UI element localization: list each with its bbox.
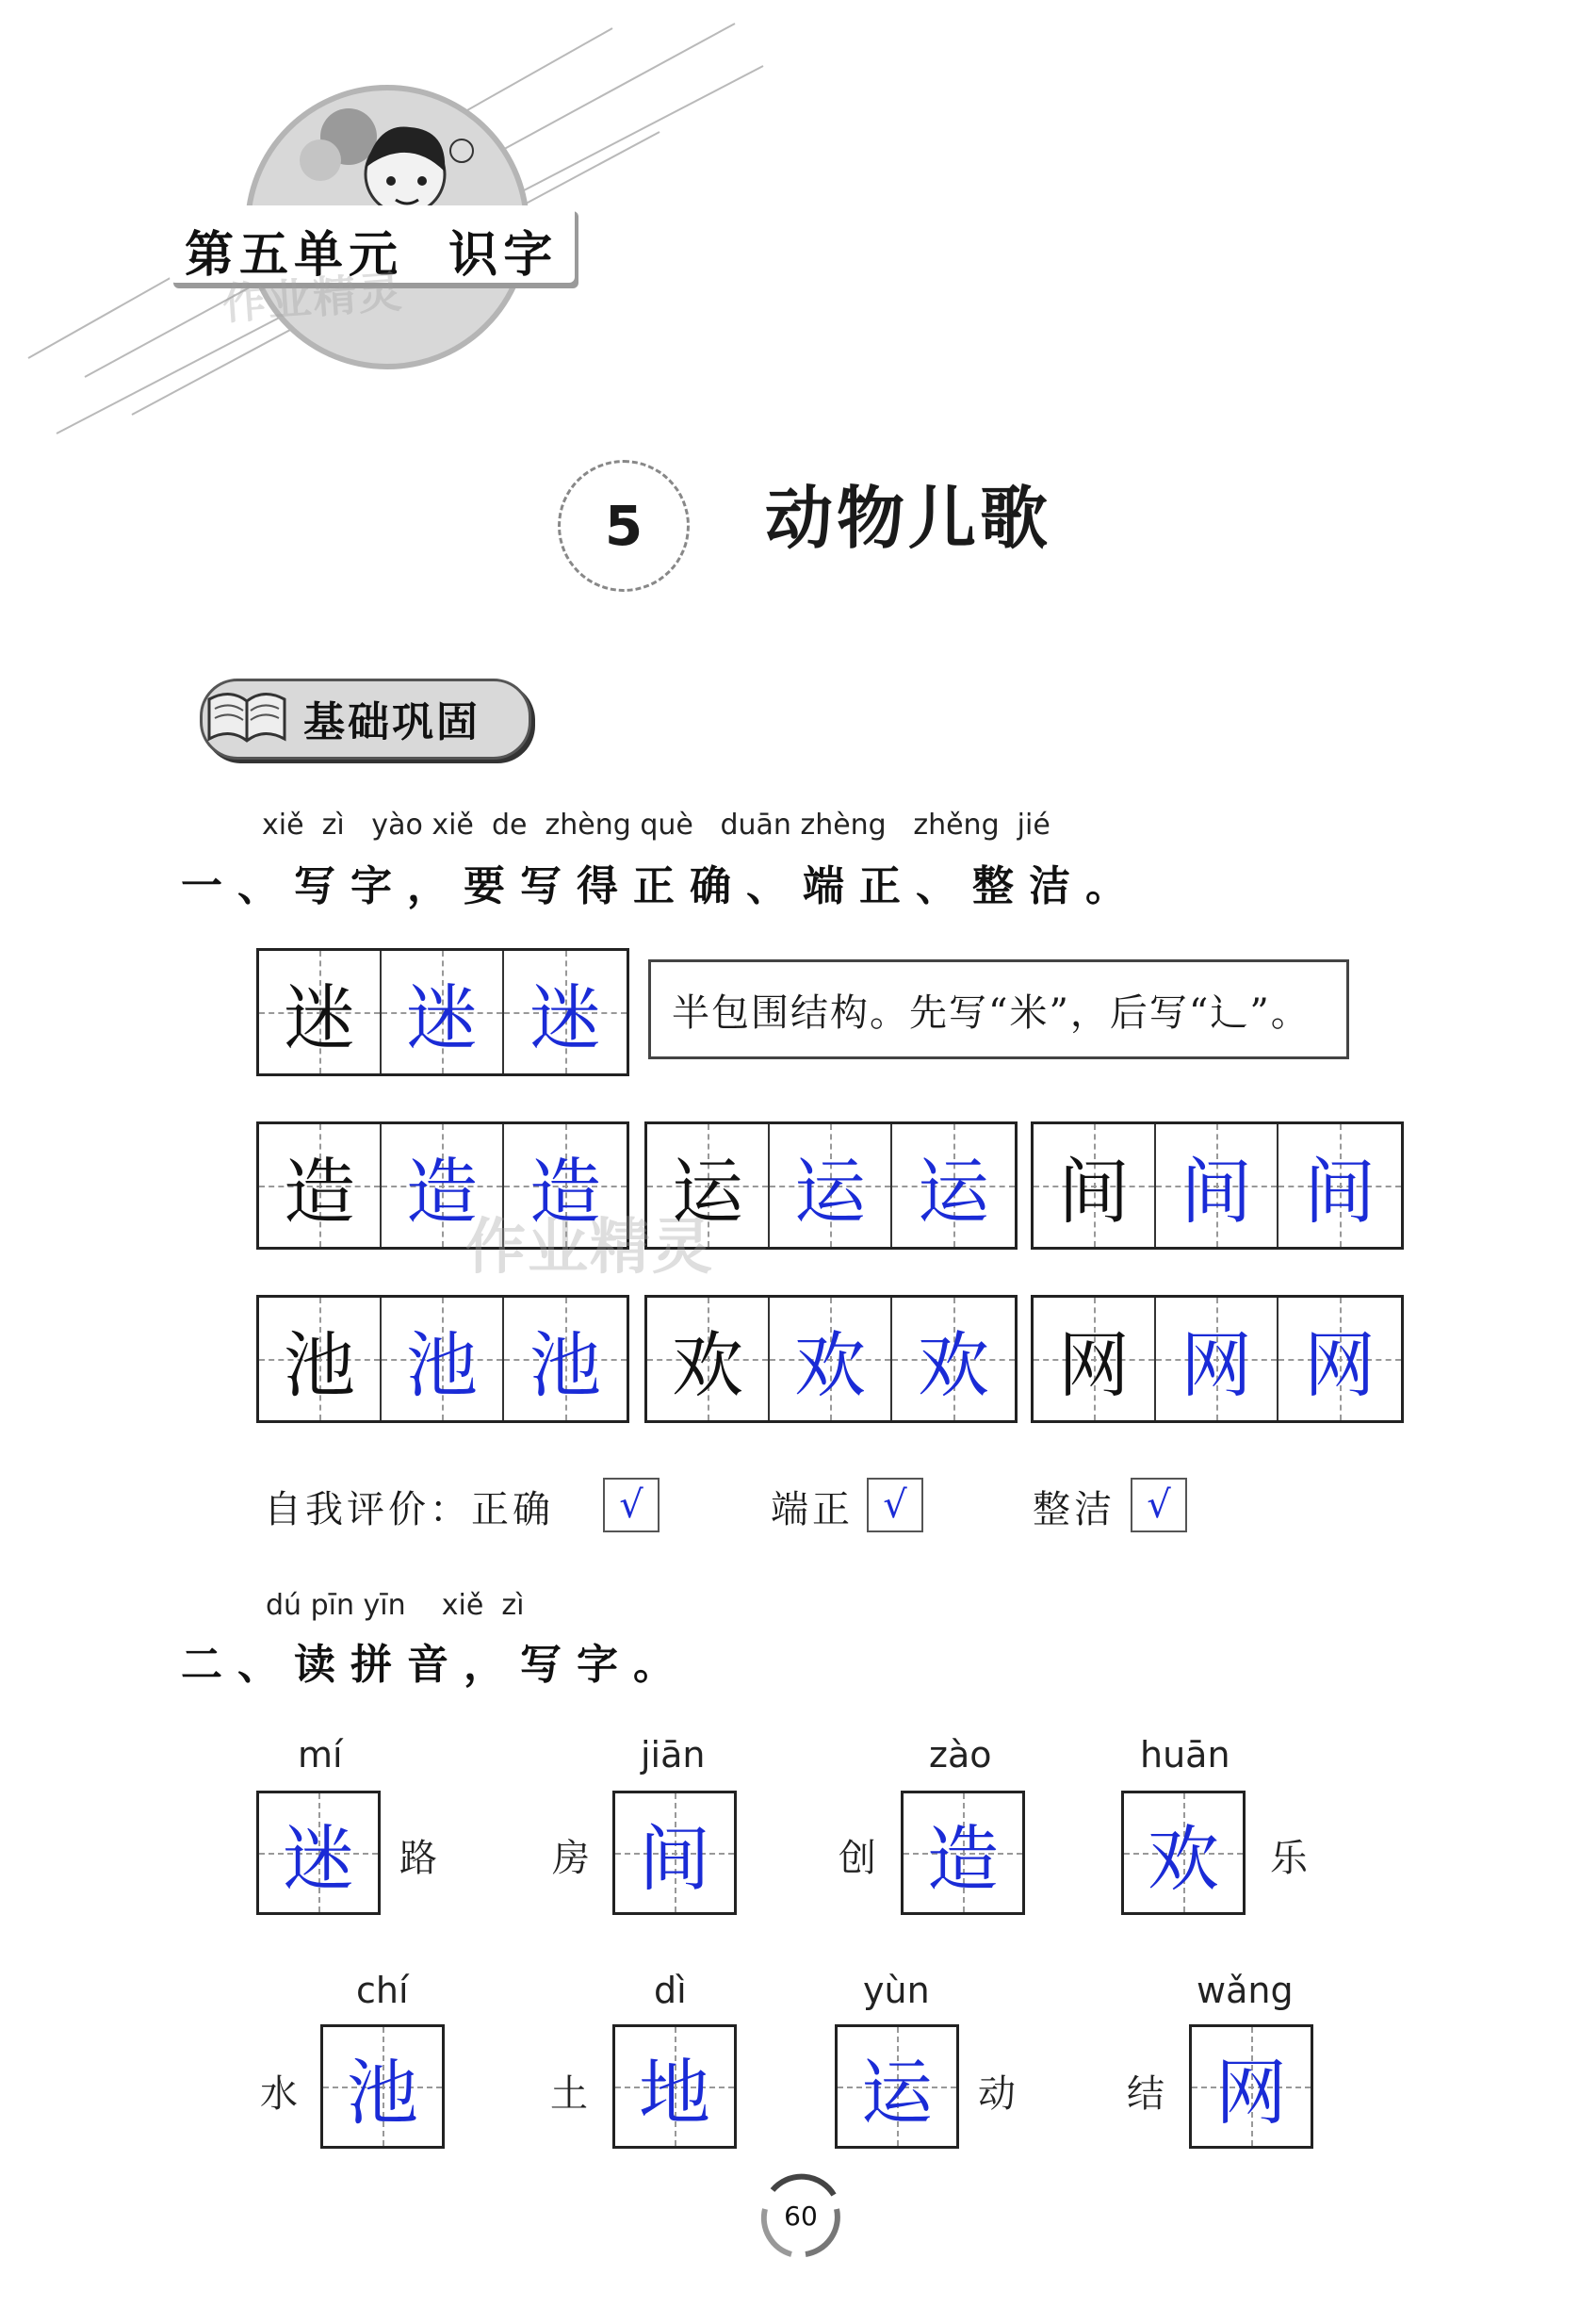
answer-cell[interactable]: [1156, 1298, 1278, 1420]
answer-character: 迷: [283, 1816, 354, 1901]
model-character-cell: [1034, 1298, 1156, 1420]
answer-cell[interactable]: [1278, 1124, 1401, 1247]
answer-character: 造: [529, 1149, 601, 1234]
pinyin-prompt: yùn: [863, 1970, 930, 2011]
answer-character: 网: [1215, 2050, 1287, 2135]
answer-character: 网: [1304, 1322, 1376, 1407]
lesson-number-badge: [558, 460, 690, 592]
model-character: 运: [672, 1149, 743, 1234]
answer-character: 池: [347, 2050, 418, 2135]
model-character-cell: [647, 1298, 770, 1420]
q2-text: 二、读拼音，写字。: [181, 1641, 690, 1689]
answer-character: 地: [639, 2050, 710, 2135]
pinyin-prompt: chí: [356, 1970, 409, 2011]
model-character-cell: [259, 1124, 382, 1247]
model-character: 池: [284, 1322, 355, 1407]
answer-cell[interactable]: [892, 1124, 1015, 1247]
model-character-cell: [1034, 1124, 1156, 1247]
answer-cell[interactable]: [770, 1298, 892, 1420]
pinyin-prompt: wǎng: [1197, 1970, 1294, 2011]
model-character: 网: [1058, 1322, 1130, 1407]
writing-grid-group: [644, 1121, 1018, 1250]
answer-cell[interactable]: [1156, 1124, 1278, 1247]
context-character: 土: [550, 2072, 588, 2116]
answer-cell[interactable]: [892, 1298, 1015, 1420]
answer-cell[interactable]: [382, 951, 504, 1073]
model-character: 迷: [284, 975, 355, 1060]
answer-box[interactable]: [320, 2024, 445, 2149]
model-character: 欢: [672, 1322, 743, 1407]
model-character: 造: [284, 1149, 355, 1234]
answer-box[interactable]: [256, 1791, 381, 1915]
answer-character: 运: [918, 1149, 989, 1234]
answer-character: 间: [639, 1816, 710, 1901]
answer-character: 迷: [529, 975, 601, 1060]
pinyin-prompt: zào: [929, 1734, 992, 1776]
context-character: 结: [1127, 2072, 1164, 2116]
answer-character: 池: [406, 1322, 478, 1407]
watermark: 作业精灵: [465, 1213, 714, 1283]
writing-grid-group: [1031, 1121, 1404, 1250]
answer-box[interactable]: [612, 2024, 737, 2149]
tidy-label: 整洁: [1033, 1488, 1116, 1531]
answer-cell[interactable]: [1278, 1298, 1401, 1420]
answer-character: 造: [927, 1816, 999, 1901]
page-number: 60: [784, 2200, 818, 2232]
model-character-cell: [259, 1298, 382, 1420]
pinyin-prompt: mí: [298, 1734, 343, 1776]
pinyin-prompt: jiān: [641, 1734, 706, 1776]
answer-cell[interactable]: [770, 1124, 892, 1247]
writing-grid-group: [256, 1295, 629, 1423]
lesson-title: 动物儿歌: [765, 479, 1052, 558]
tidy-checkbox[interactable]: √: [1131, 1478, 1187, 1532]
answer-cell[interactable]: [504, 1298, 627, 1420]
neat-checkbox[interactable]: √: [867, 1478, 923, 1532]
model-character-cell: [259, 951, 382, 1073]
answer-character: 迷: [406, 975, 478, 1060]
answer-character: 池: [529, 1322, 601, 1407]
writing-grid-group: [1031, 1295, 1404, 1423]
answer-box[interactable]: [901, 1791, 1025, 1915]
answer-character: 造: [406, 1149, 478, 1234]
watermark: 作业精灵: [220, 266, 405, 330]
writing-grid-group: [644, 1295, 1018, 1423]
answer-box[interactable]: [835, 2024, 959, 2149]
answer-character: 运: [861, 2050, 933, 2135]
answer-cell[interactable]: [382, 1298, 504, 1420]
answer-box[interactable]: [1121, 1791, 1246, 1915]
context-character: 路: [399, 1837, 437, 1880]
q1-text: 一、写字，要写得正确、端正、整洁。: [181, 862, 1142, 910]
context-character: 水: [260, 2072, 298, 2116]
stroke-order-tip: 半包围结构。先写“米”，后写“辶”。: [648, 959, 1349, 1059]
answer-box[interactable]: [612, 1791, 737, 1915]
unit-title: 第五单元 识字: [185, 227, 559, 284]
pinyin-prompt: huān: [1140, 1734, 1230, 1776]
q2-pinyin: dú pīn yīn xiě zì: [266, 1589, 525, 1622]
answer-cell[interactable]: [504, 951, 627, 1073]
answer-box[interactable]: [1189, 2024, 1313, 2149]
open-book-icon: [202, 680, 292, 752]
answer-character: 欢: [1148, 1816, 1219, 1901]
context-character: 乐: [1270, 1837, 1308, 1880]
writing-grid-group: [256, 1121, 629, 1250]
answer-character: 网: [1181, 1322, 1252, 1407]
answer-character: 欢: [918, 1322, 989, 1407]
correct-checkbox[interactable]: √: [603, 1478, 660, 1532]
writing-grid-group: [256, 948, 629, 1076]
answer-character: 间: [1304, 1149, 1376, 1234]
context-character: 房: [552, 1837, 590, 1880]
section-title: 基础巩固: [303, 698, 480, 746]
neat-label: 端正: [771, 1488, 854, 1531]
q1-pinyin: xiě zì yào xiě de zhèng què duān zhèng zhěng jié: [262, 809, 1050, 842]
answer-character: 间: [1181, 1149, 1252, 1234]
context-character: 创: [839, 1837, 876, 1880]
answer-character: 运: [794, 1149, 866, 1234]
self-evaluation-label: 自我评价：正确: [264, 1488, 554, 1531]
context-character: 动: [978, 2072, 1016, 2116]
lesson-number: 5: [604, 494, 643, 558]
pinyin-prompt: dì: [654, 1970, 687, 2011]
model-character: 间: [1058, 1149, 1130, 1234]
answer-character: 欢: [794, 1322, 866, 1407]
